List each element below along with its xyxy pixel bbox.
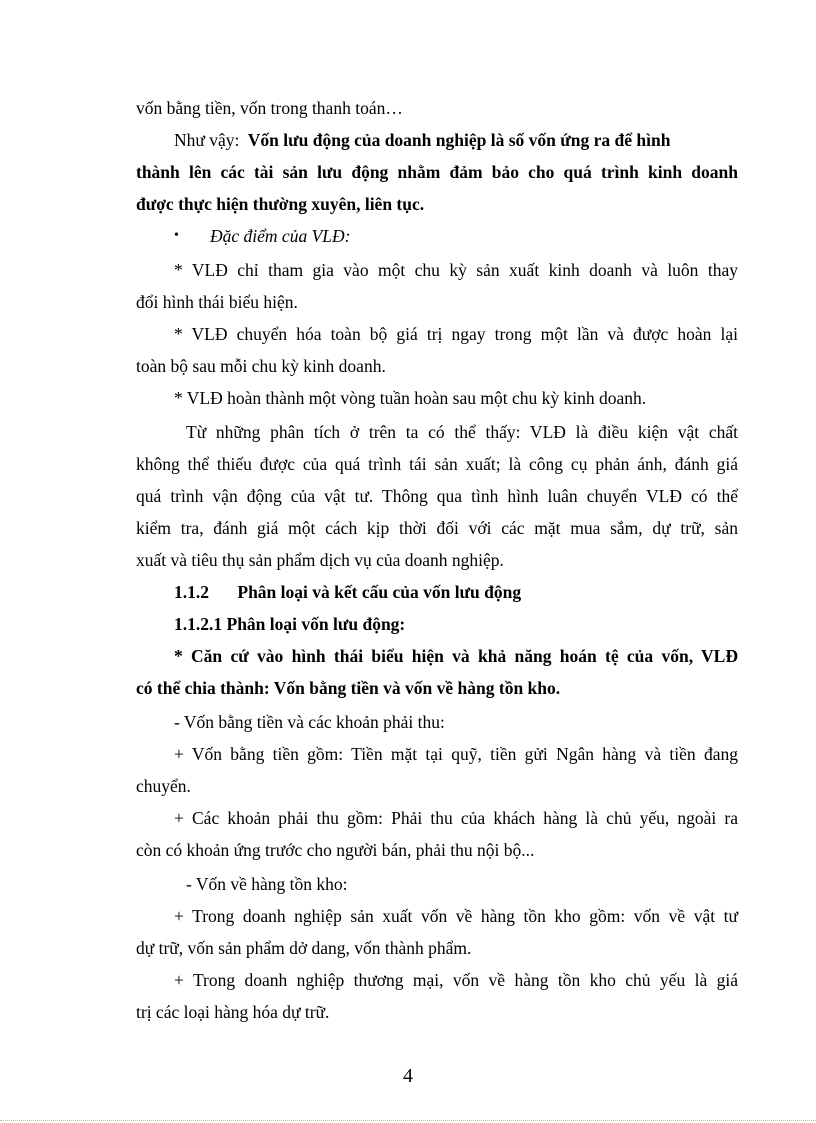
paragraph-line: Từ những phân tích ở trên ta có thể thấy: VLĐ là điều kiện vật chất <box>186 422 738 442</box>
list-item: dự trữ, vốn sản phẩm dở dang, vốn thành phẩm. <box>136 938 472 958</box>
list-item: - Vốn về hàng tồn kho: <box>186 874 348 894</box>
paragraph-line: toàn bộ sau mỗi chu kỳ kinh doanh. <box>136 356 386 376</box>
paragraph-line: vốn bằng tiền, vốn trong thanh toán… <box>136 98 403 118</box>
paragraph-line: quá trình vận động của vật tư. Thông qua tình hình luân chuyển VLĐ có thể <box>136 486 738 506</box>
subsection-heading: 1.1.2.1 Phân loại vốn lưu động: <box>174 614 406 634</box>
definition-line <box>174 129 738 151</box>
page-bottom-rule <box>0 1120 816 1121</box>
definition-bold-text: Vốn lưu động của doanh nghiệp là số vốn ứng ra để hình <box>247 130 671 150</box>
paragraph-line: * VLĐ chỉ tham gia vào một chu kỳ sản xuất kinh doanh và luôn thay <box>174 260 738 280</box>
section-title: Phân loại và kết cấu của vốn lưu động <box>237 582 522 602</box>
definition-lead: Như vậy: <box>174 130 240 150</box>
list-item: + Trong doanh nghiệp thương mại, vốn về hàng tồn kho chủ yếu là giá <box>174 970 738 990</box>
list-item: chuyển. <box>136 776 191 796</box>
classification-line: * Căn cứ vào hình thái biểu hiện và khả năng hoán tệ của vốn, VLĐ <box>174 646 738 666</box>
definition-line: được thực hiện thường xuyên, liên tục. <box>136 194 425 214</box>
classification-line: có thể chia thành: Vốn bằng tiền và vốn về hàng tồn kho. <box>136 678 561 698</box>
paragraph-line: * VLĐ hoàn thành một vòng tuần hoàn sau một chu kỳ kinh doanh. <box>174 388 647 408</box>
page-number: 4 <box>403 1065 413 1087</box>
paragraph-line: xuất và tiêu thụ sản phẩm dịch vụ của doanh nghiệp. <box>136 550 504 570</box>
paragraph-line: đổi hình thái biểu hiện. <box>136 292 298 312</box>
list-item: - Vốn bằng tiền và các khoản phải thu: <box>174 712 445 732</box>
paragraph-line: không thể thiếu được của quá trình tái sản xuất; là công cụ phản ánh, đánh giá <box>136 454 738 474</box>
section-subheading: Đặc điểm của VLĐ: <box>210 226 351 246</box>
bullet-icon: • <box>174 228 179 243</box>
list-item: trị các loại hàng hóa dự trữ. <box>136 1002 330 1022</box>
paragraph-line: kiểm tra, đánh giá một cách kịp thời đối với các mặt mua sắm, dự trữ, sản <box>136 518 738 538</box>
paragraph-line: * VLĐ chuyển hóa toàn bộ giá trị ngay trong một lần và được hoàn lại <box>174 324 738 344</box>
list-item: + Vốn bằng tiền gồm: Tiền mặt tại quỹ, tiền gửi Ngân hàng và tiền đang <box>174 744 738 764</box>
list-item: + Trong doanh nghiệp sản xuất vốn về hàng tồn kho gồm: vốn về vật tư <box>174 906 738 926</box>
list-item: + Các khoản phải thu gồm: Phải thu của khách hàng là chủ yếu, ngoài ra <box>174 808 738 828</box>
section-heading <box>174 581 738 603</box>
list-item: còn có khoản ứng trước cho người bán, phải thu nội bộ... <box>136 840 535 860</box>
definition-line: thành lên các tài sản lưu động nhằm đảm bảo cho quá trình kinh doanh <box>136 162 738 182</box>
section-number: 1.1.2 <box>174 582 209 602</box>
